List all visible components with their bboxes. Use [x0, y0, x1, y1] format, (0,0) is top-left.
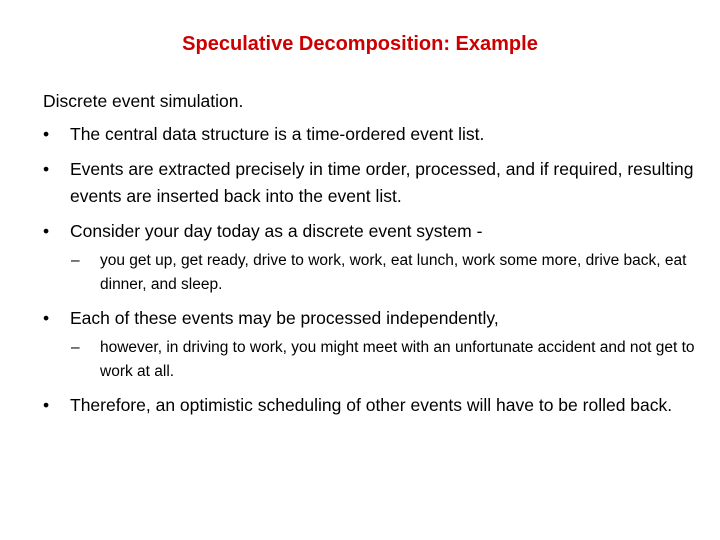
sub-bullet-item: [69, 336, 703, 384]
sub-bullet-list: [70, 336, 703, 384]
bullet-text: Each of these events may be processed independently,: [70, 308, 499, 328]
sub-bullet-marker: –: [71, 252, 80, 269]
bullet-text: Therefore, an optimistic scheduling of other events will have to be rolled back.: [70, 395, 673, 415]
bullet-list: [43, 121, 703, 419]
sub-bullet-text: however, in driving to work, you might meet with an unfortunate accident and not get to work at all.: [100, 339, 695, 380]
bullet-item: [43, 156, 703, 210]
slide-content: [43, 90, 703, 427]
intro-text: Discrete event simulation.: [43, 91, 244, 111]
bullet-item: [43, 218, 703, 297]
sub-bullet-item: [69, 249, 703, 297]
bullet-marker: •: [43, 221, 50, 241]
sub-bullet-list: [70, 249, 703, 297]
bullet-marker: •: [43, 159, 50, 179]
sub-bullet-marker: –: [71, 339, 80, 356]
slide-title: Speculative Decomposition: Example: [182, 33, 538, 55]
bullet-text: The central data structure is a time-ordered event list.: [70, 124, 485, 144]
bullet-marker: •: [43, 308, 50, 328]
bullet-item: [43, 392, 703, 419]
bullet-item: [43, 305, 703, 384]
bullet-text: Events are extracted precisely in time order, processed, and if required, resulting events are inserted back into the event list.: [70, 159, 694, 206]
bullet-text: Consider your day today as a discrete event system -: [70, 221, 483, 241]
bullet-item: [43, 121, 703, 148]
bullet-marker: •: [43, 395, 50, 415]
bullet-marker: •: [43, 124, 50, 144]
sub-bullet-text: you get up, get ready, drive to work, work, eat lunch, work some more, drive back, eat dinner, and sleep.: [100, 252, 687, 293]
